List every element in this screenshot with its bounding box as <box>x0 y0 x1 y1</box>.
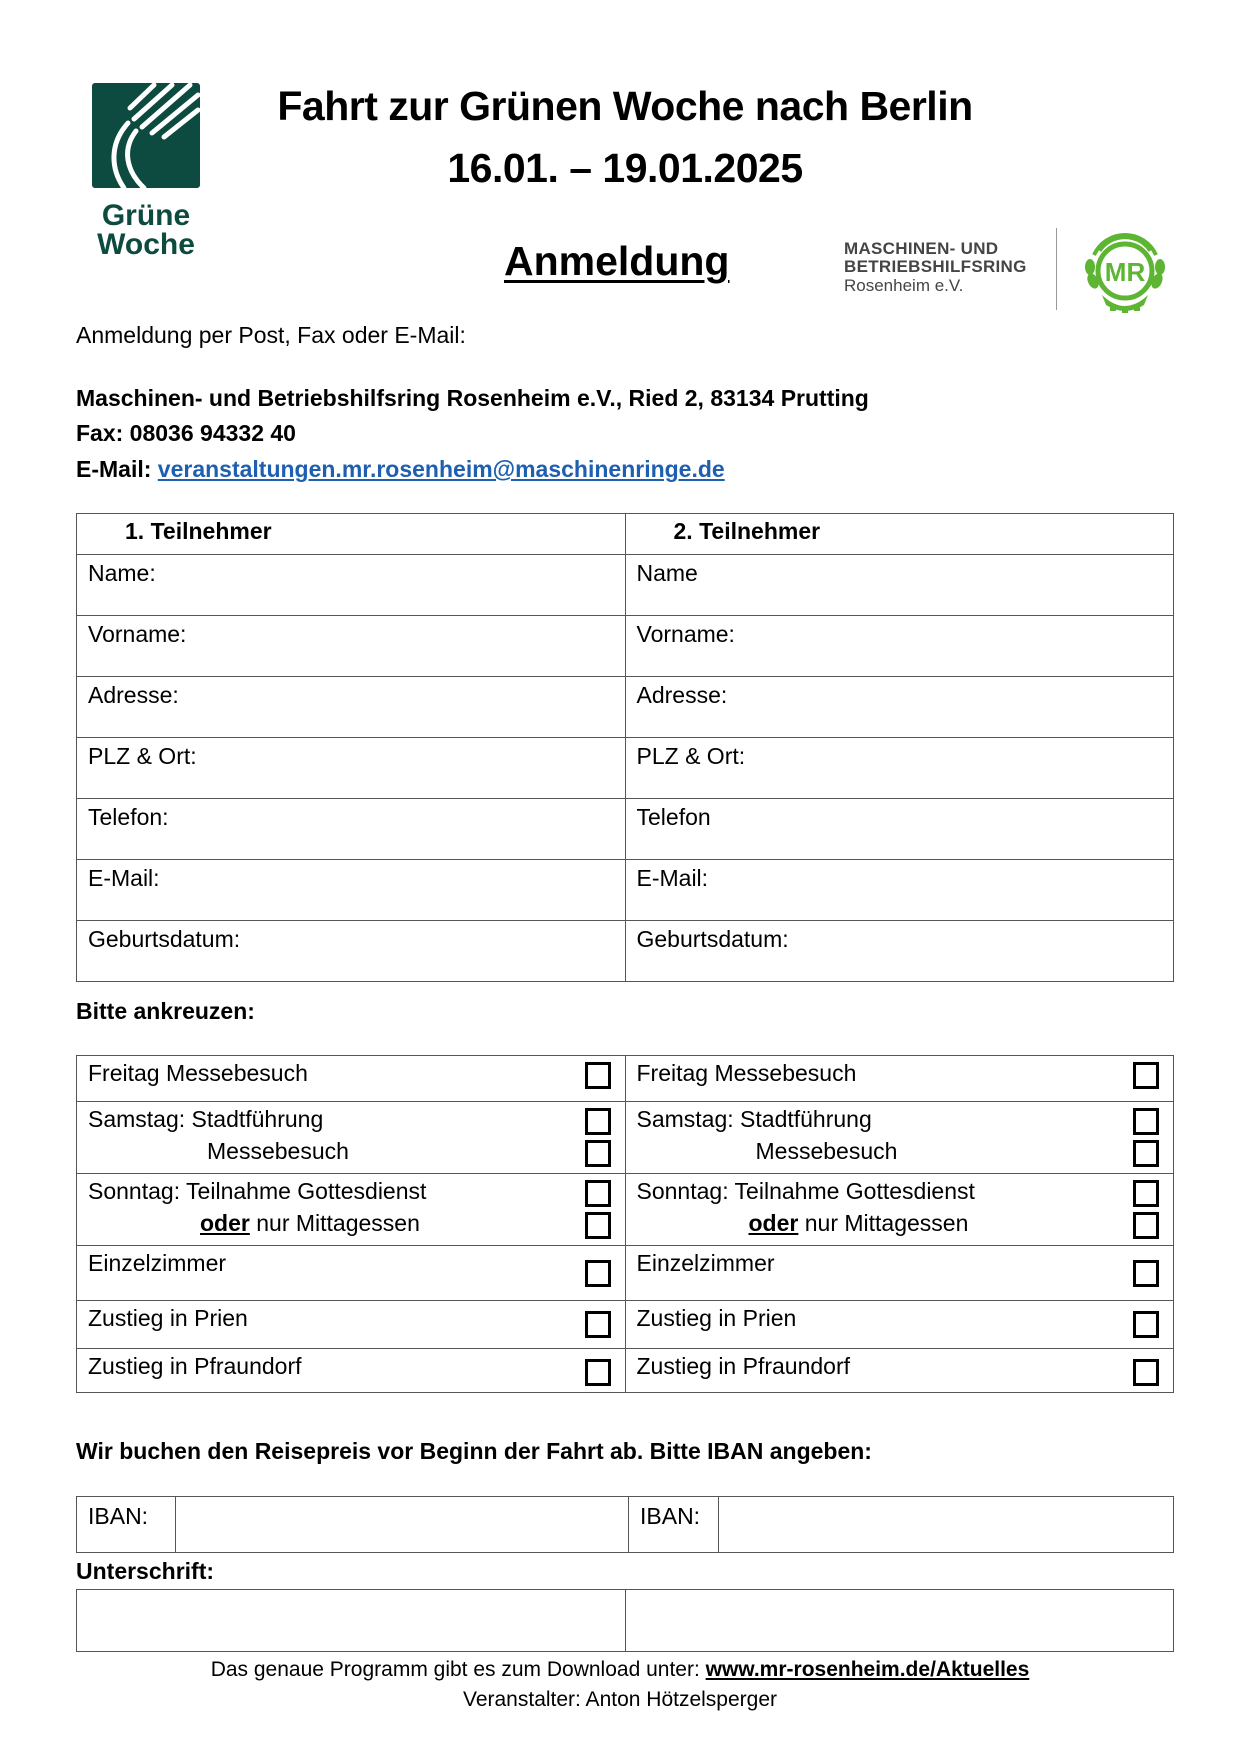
p1-samstag-messebesuch-checkbox[interactable] <box>585 1140 611 1167</box>
mr-wreath-icon <box>1080 225 1170 313</box>
p1-freitag-checkbox[interactable] <box>585 1062 611 1089</box>
table-row <box>77 1102 1174 1174</box>
table-row <box>77 1301 1174 1349</box>
p1-geburtsdatum-field[interactable]: Geburtsdatum: <box>77 921 626 982</box>
iban-label-1: IBAN: <box>77 1497 176 1553</box>
date-range: 16.01. – 19.01.2025 <box>447 145 803 191</box>
table-row <box>77 616 1174 677</box>
gruene-woche-text: Grüne Woche <box>97 199 195 261</box>
p1-vorname-field[interactable]: Vorname: <box>77 616 626 677</box>
options-table <box>76 1055 1174 1393</box>
form-subtitle: Anmeldung <box>504 238 730 284</box>
signature-table <box>76 1589 1174 1652</box>
logo-divider <box>1056 228 1057 310</box>
contact-address: Maschinen- und Betriebshilfsring Rosenheim e.V., Ried 2, 83134 Prutting <box>76 385 869 411</box>
p2-vorname-field[interactable]: Vorname: <box>625 616 1174 677</box>
table-row <box>77 1497 1174 1553</box>
p2-prien-cell: Zustieg in Prien <box>625 1301 1174 1349</box>
iban-input-1[interactable] <box>176 1497 629 1553</box>
signature-field-1[interactable] <box>77 1590 626 1652</box>
p2-telefon-field[interactable]: Telefon <box>625 799 1174 860</box>
contact-intro: Anmeldung per Post, Fax oder E-Mail: <box>76 322 466 348</box>
iban-table <box>76 1496 1174 1553</box>
p2-freitag-checkbox[interactable] <box>1133 1062 1159 1089</box>
participants-table <box>76 513 1174 982</box>
p2-geburtsdatum-field[interactable]: Geburtsdatum: <box>625 921 1174 982</box>
table-row <box>77 1590 1174 1652</box>
p1-einzelzimmer-checkbox[interactable] <box>585 1260 611 1287</box>
mr-badge-text: MR <box>1104 257 1146 287</box>
p2-sonntag-gottesdienst-checkbox[interactable] <box>1133 1180 1159 1207</box>
p2-sonntag-mittagessen-checkbox[interactable] <box>1133 1212 1159 1239</box>
table-row <box>77 1056 1174 1102</box>
p2-pfraundorf-cell: Zustieg in Pfraundorf <box>625 1349 1174 1393</box>
email-link[interactable]: veranstaltungen.mr.rosenheim@maschinenringe.de <box>157 456 725 482</box>
p2-prien-checkbox[interactable] <box>1133 1311 1159 1338</box>
iban-input-2[interactable] <box>719 1497 1174 1553</box>
p1-samstag-cell: Samstag: Stadtführung Messebesuch <box>77 1102 626 1174</box>
p1-name-field[interactable]: Name: <box>77 555 626 616</box>
p1-pfraundorf-checkbox[interactable] <box>585 1359 611 1386</box>
payment-heading: Wir buchen den Reisepreis vor Beginn der Fahrt ab. Bitte IBAN angeben: <box>76 1438 872 1464</box>
gruene-woche-logo <box>92 83 200 259</box>
footer-organizer: Veranstalter: Anton Hötzelsperger <box>462 1688 777 1711</box>
footer-program <box>0 1659 1240 1680</box>
table-row <box>77 738 1174 799</box>
p2-adresse-field[interactable]: Adresse: <box>625 677 1174 738</box>
participants-header-row <box>77 514 1174 555</box>
p1-prien-checkbox[interactable] <box>585 1311 611 1338</box>
p2-plz-ort-field[interactable]: PLZ & Ort: <box>625 738 1174 799</box>
contact-fax: Fax: 08036 94332 40 <box>76 420 296 446</box>
table-row <box>77 555 1174 616</box>
p1-telefon-field[interactable]: Telefon: <box>77 799 626 860</box>
p1-adresse-field[interactable]: Adresse: <box>77 677 626 738</box>
table-row <box>77 1246 1174 1301</box>
p1-samstag-stadtfuehrung-checkbox[interactable] <box>585 1108 611 1135</box>
p2-einzelzimmer-cell: Einzelzimmer <box>625 1246 1174 1301</box>
p2-name-field[interactable]: Name <box>625 555 1174 616</box>
p1-freitag-cell: Freitag Messebesuch <box>77 1056 626 1102</box>
p2-freitag-cell: Freitag Messebesuch <box>625 1056 1174 1102</box>
p1-sonntag-mittagessen-checkbox[interactable] <box>585 1212 611 1239</box>
program-link[interactable]: www.mr-rosenheim.de/Aktuelles <box>705 1658 1030 1681</box>
footer-program-text: Das genaue Programm gibt es zum Download unter: <box>210 1658 706 1681</box>
signature-field-2[interactable] <box>625 1590 1174 1652</box>
table-row <box>77 1174 1174 1246</box>
mr-badge-logo <box>1080 225 1170 318</box>
wheat-square-icon <box>92 83 200 188</box>
participant-2-header: 2. Teilnehmer <box>625 514 1174 555</box>
table-row <box>77 860 1174 921</box>
p2-samstag-stadtfuehrung-checkbox[interactable] <box>1133 1108 1159 1135</box>
p1-einzelzimmer-cell: Einzelzimmer <box>77 1246 626 1301</box>
page-title: Fahrt zur Grünen Woche nach Berlin <box>277 83 973 129</box>
p2-email-field[interactable]: E-Mail: <box>625 860 1174 921</box>
p2-pfraundorf-checkbox[interactable] <box>1133 1359 1159 1386</box>
signature-heading: Unterschrift: <box>76 1558 215 1584</box>
table-row <box>77 921 1174 982</box>
p1-plz-ort-field[interactable]: PLZ & Ort: <box>77 738 626 799</box>
p2-samstag-messebesuch-checkbox[interactable] <box>1133 1140 1159 1167</box>
p1-email-field[interactable]: E-Mail: <box>77 860 626 921</box>
options-heading: Bitte ankreuzen: <box>76 998 255 1024</box>
table-row <box>77 677 1174 738</box>
p2-einzelzimmer-checkbox[interactable] <box>1133 1260 1159 1287</box>
participant-1-header: 1. Teilnehmer <box>77 514 626 555</box>
p2-samstag-cell: Samstag: Stadtführung Messebesuch <box>625 1102 1174 1174</box>
mr-logo-text: MASCHINEN- UND BETRIEBSHILFSRING Rosenheim e.V. <box>844 239 1027 295</box>
email-label: E-Mail: <box>76 456 158 482</box>
table-row <box>77 1349 1174 1393</box>
p1-prien-cell: Zustieg in Prien <box>77 1301 626 1349</box>
p1-sonntag-cell: Sonntag: Teilnahme Gottesdienst oder nur Mittagessen <box>77 1174 626 1246</box>
p2-sonntag-cell: Sonntag: Teilnahme Gottesdienst oder nur Mittagessen <box>625 1174 1174 1246</box>
contact-email-line <box>76 458 725 481</box>
p1-sonntag-gottesdienst-checkbox[interactable] <box>585 1180 611 1207</box>
table-row <box>77 799 1174 860</box>
iban-label-2: IBAN: <box>629 1497 719 1553</box>
p1-pfraundorf-cell: Zustieg in Pfraundorf <box>77 1349 626 1393</box>
